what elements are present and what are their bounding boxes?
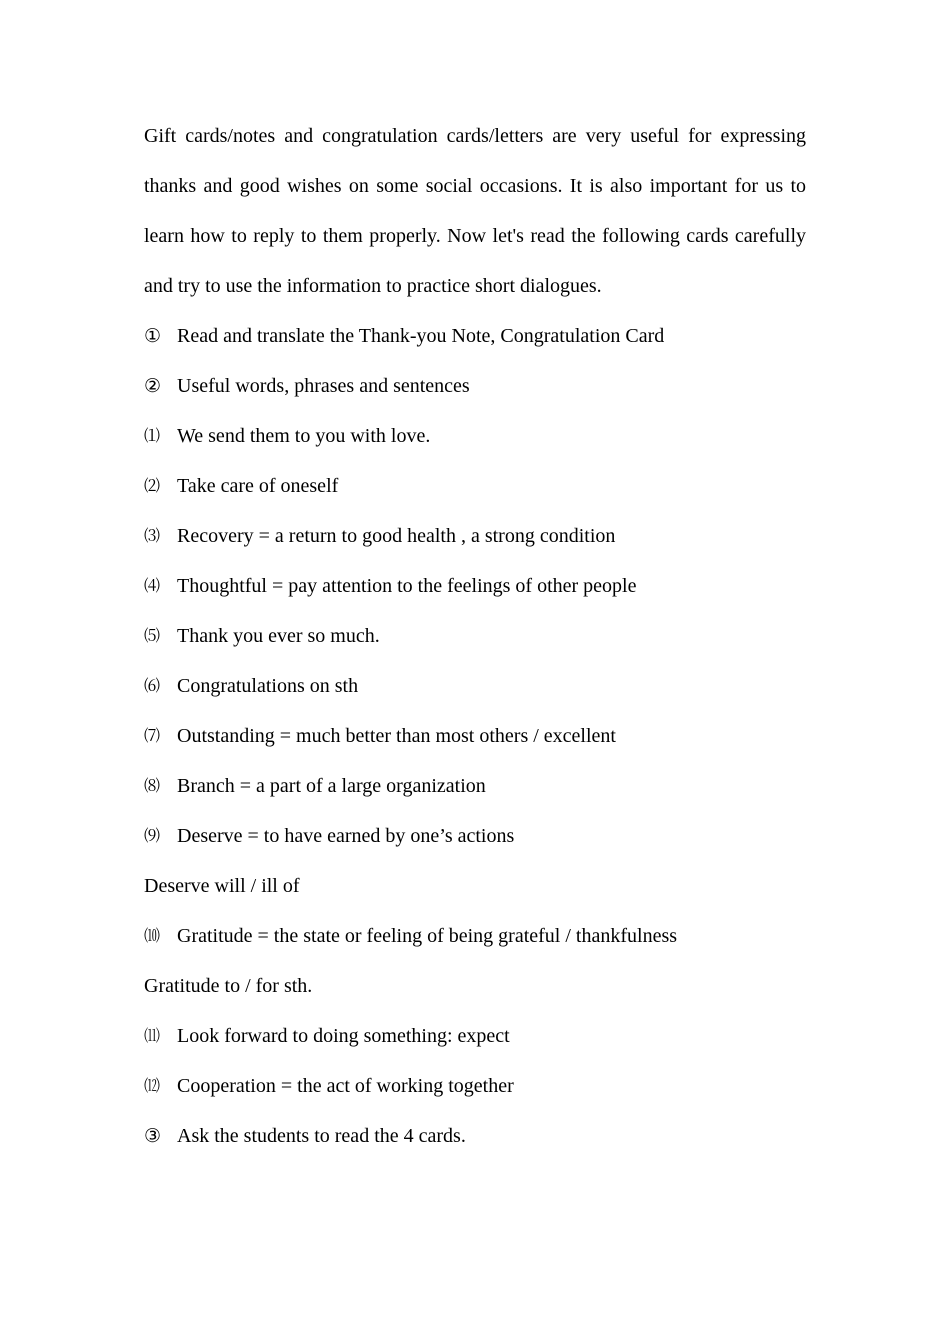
list-marker: ⑴ <box>144 428 161 445</box>
list-item <box>144 661 806 711</box>
list-marker: ② <box>144 376 162 397</box>
list-item-text: Look forward to doing something: expect <box>177 1025 510 1047</box>
list-marker: ⑶ <box>144 528 161 545</box>
list-item <box>144 911 806 961</box>
list-item-continuation <box>144 961 806 1011</box>
list-marker: ⑿ <box>144 1078 161 1095</box>
list-item <box>144 811 806 861</box>
list-marker: ① <box>144 326 162 347</box>
list-item-text: Thoughtful = pay attention to the feelings of other people <box>177 575 637 597</box>
list-item <box>144 1111 806 1161</box>
list-item <box>144 511 806 561</box>
list-item-continuation <box>144 861 806 911</box>
list-item <box>144 461 806 511</box>
list-item <box>144 411 806 461</box>
list-item-text: Congratulations on sth <box>177 675 359 697</box>
list-item <box>144 711 806 761</box>
list-item <box>144 1011 806 1061</box>
list-marker: ⑽ <box>144 928 161 945</box>
list-marker: ⑼ <box>144 828 161 845</box>
list-item-text: Cooperation = the act of working together <box>177 1075 514 1097</box>
list-item-text: Useful words, phrases and sentences <box>177 375 470 397</box>
list-item-text: Ask the students to read the 4 cards. <box>177 1125 466 1147</box>
list-marker: ⑷ <box>144 578 161 595</box>
list-item <box>144 611 806 661</box>
list-item-text: Read and translate the Thank-you Note, Congratulation Card <box>177 325 665 347</box>
list-marker: ⑾ <box>144 1028 161 1045</box>
intro-paragraph: Gift cards/notes and congratulation cards/letters are very useful for expressing thanks and good wishes on some social occasions. It is also important for us to learn how to reply to them properly. Now let's read the following cards carefully and try to use the information to practice short dialogues. <box>144 125 806 297</box>
list-item-text: Thank you ever so much. <box>177 625 380 647</box>
list-marker: ⑸ <box>144 628 161 645</box>
list-item-text: We send them to you with love. <box>177 425 431 447</box>
list-item-text: Deserve will / ill of <box>144 875 300 897</box>
list-item <box>144 761 806 811</box>
list-item-text: Outstanding = much better than most others / excellent <box>177 725 616 747</box>
list-item <box>144 311 806 361</box>
list-marker: ⑵ <box>144 478 161 495</box>
list-item-text: Deserve = to have earned by one’s actions <box>177 825 515 847</box>
list-item-text: Branch = a part of a large organization <box>177 775 486 797</box>
list-marker: ③ <box>144 1126 162 1147</box>
list-marker: ⑺ <box>144 728 161 745</box>
list-marker: ⑻ <box>144 778 161 795</box>
list-item-text: Gratitude = the state or feeling of being grateful / thankfulness <box>177 925 678 947</box>
list-item <box>144 561 806 611</box>
list-marker: ⑹ <box>144 678 161 695</box>
list-item <box>144 1061 806 1111</box>
list-item-text: Take care of oneself <box>177 475 339 497</box>
document-page <box>144 111 806 1161</box>
list-item <box>144 361 806 411</box>
list-item-text: Recovery = a return to good health , a strong condition <box>177 525 616 547</box>
list-item-text: Gratitude to / for sth. <box>144 975 313 997</box>
